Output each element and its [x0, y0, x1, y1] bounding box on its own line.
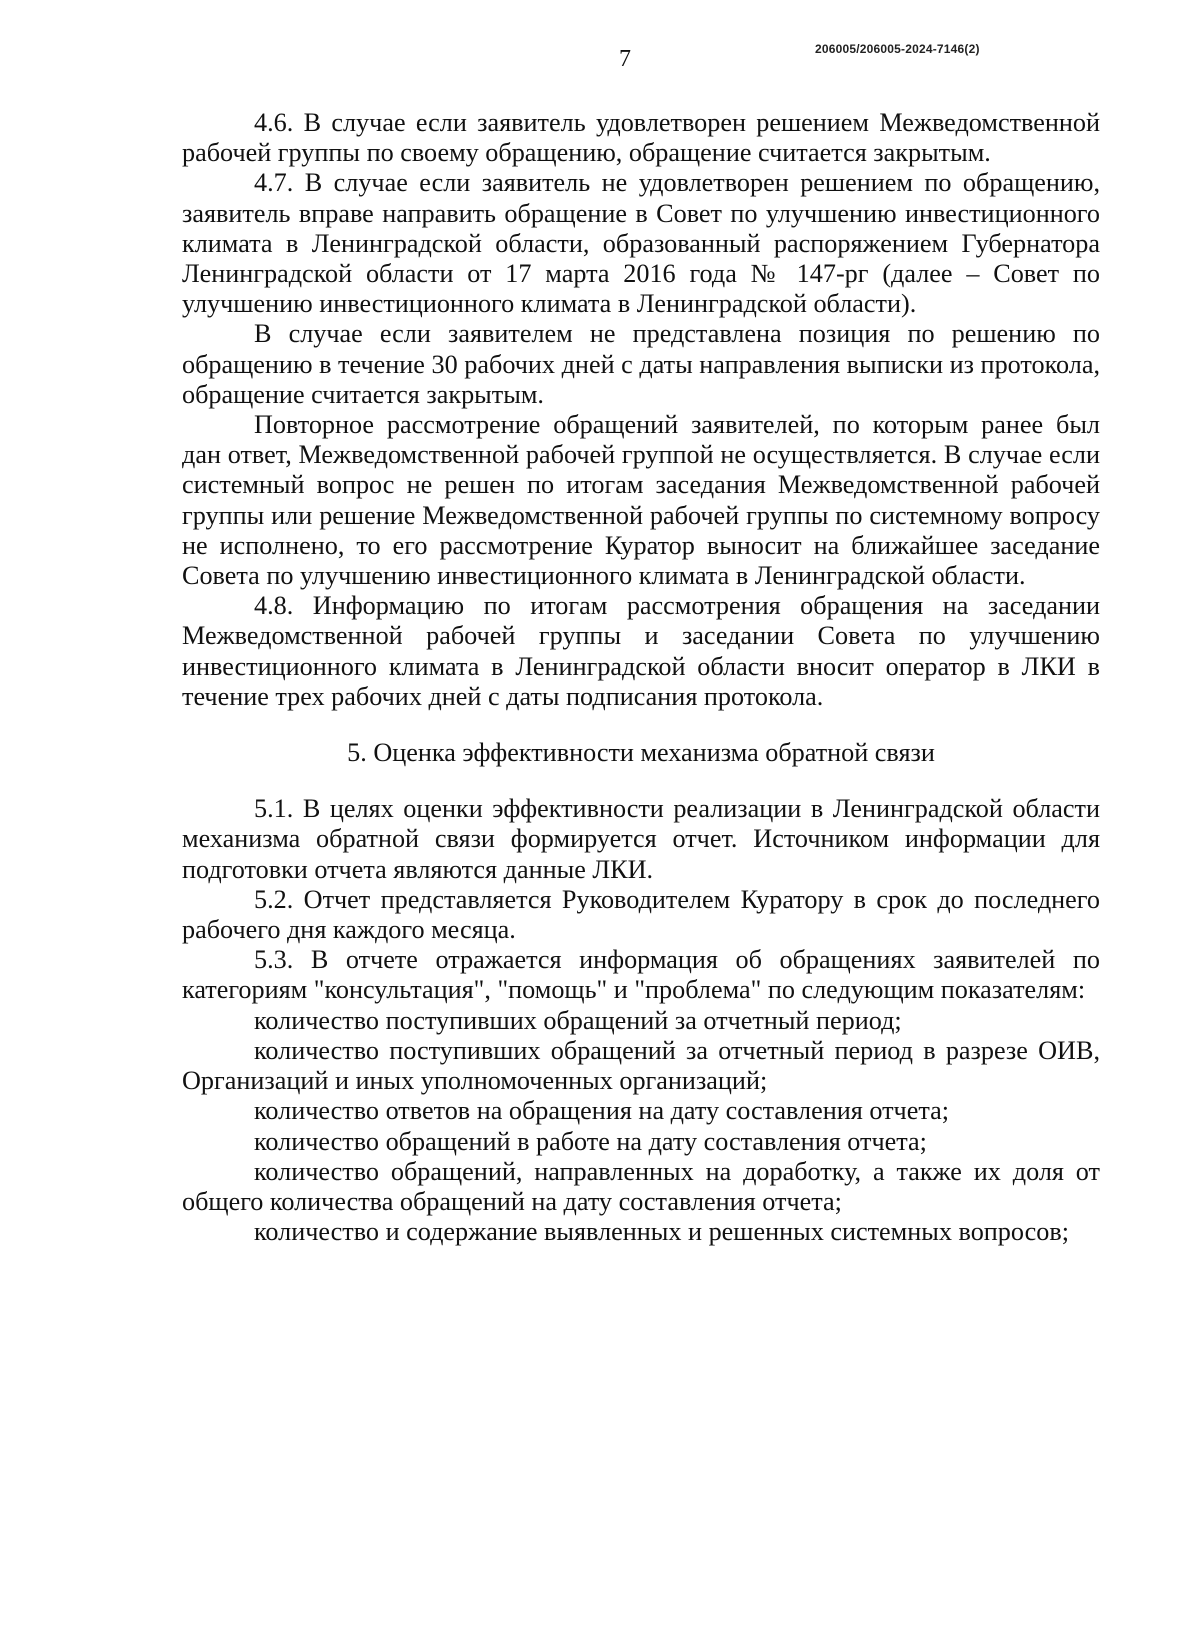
indicator-item: количество поступивших обращений за отчетный период;	[254, 1005, 902, 1035]
document-body	[182, 108, 1100, 1247]
indicator-item: количество обращений в работе на дату составления отчета;	[254, 1126, 927, 1156]
paragraph-no-position: В случае если заявителем не представлена позиция по решению по обращению в течение 30 рабочих дней с даты направления выписки из протокола, обращение считается закрытым.	[182, 319, 1100, 409]
document-registration-number: 206005/206005-2024-7146(2)	[815, 42, 980, 56]
section-5-heading: 5. Оценка эффективности механизма обратной связи	[347, 738, 935, 768]
paragraph-4-7: 4.7. В случае если заявитель не удовлетворен решением по обращению, заявитель вправе направить обращение в Совет по улучшению инвестиционного климата в Ленинградской области, образованный распоряжением Губернатора Ленинградской области от 17 марта 2016 года № 147-рг (далее – Совет по улучшению инвестиционного климата в Ленинградской области).	[182, 168, 1100, 319]
paragraph-repeat-review: Повторное рассмотрение обращений заявителей, по которым ранее был дан ответ, Межведомственной рабочей группой не осуществляется. В случае если системный вопрос не решен по итогам заседания Межведомственной рабочей группы или решение Межведомственной рабочей группы по системному вопросу не исполнено, то его рассмотрение Куратор выносит на ближайшее заседание Совета по улучшению инвестиционного климата в Ленинградской области.	[182, 410, 1100, 591]
paragraph-4-6: 4.6. В случае если заявитель удовлетворен решением Межведомственной рабочей группы по своему обращению, обращение считается закрытым.	[182, 108, 1100, 168]
indicator-item: количество ответов на обращения на дату составления отчета;	[254, 1096, 949, 1126]
indicator-item: количество поступивших обращений за отчетный период в разрезе ОИВ, Организаций и иных уполномоченных организаций;	[182, 1035, 1100, 1096]
paragraph-5-2: 5.2. Отчет представляется Руководителем Куратору в срок до последнего рабочего дня каждого месяца.	[182, 884, 1100, 945]
paragraph-5-1: 5.1. В целях оценки эффективности реализации в Ленинградской области механизма обратной связи формируется отчет. Источником информации для подготовки отчета являются данные ЛКИ.	[182, 794, 1100, 884]
paragraph-4-8: 4.8. Информацию по итогам рассмотрения обращения на заседании Межведомственной рабочей группы и заседании Совета по улучшению инвестиционного климата в Ленинградской области вносит оператор в ЛКИ в течение трех рабочих дней с даты подписания протокола.	[182, 591, 1100, 711]
indicator-item: количество и содержание выявленных и решенных системных вопросов;	[254, 1217, 1069, 1247]
paragraph-5-3: 5.3. В отчете отражается информация об обращениях заявителей по категориям "консультация", "помощь" и "проблема" по следующим показателям:	[182, 945, 1100, 1005]
page-number: 7	[619, 46, 631, 72]
indicator-item: количество обращений, направленных на доработку, а также их доля от общего количества обращений на дату составления отчета;	[182, 1156, 1100, 1216]
